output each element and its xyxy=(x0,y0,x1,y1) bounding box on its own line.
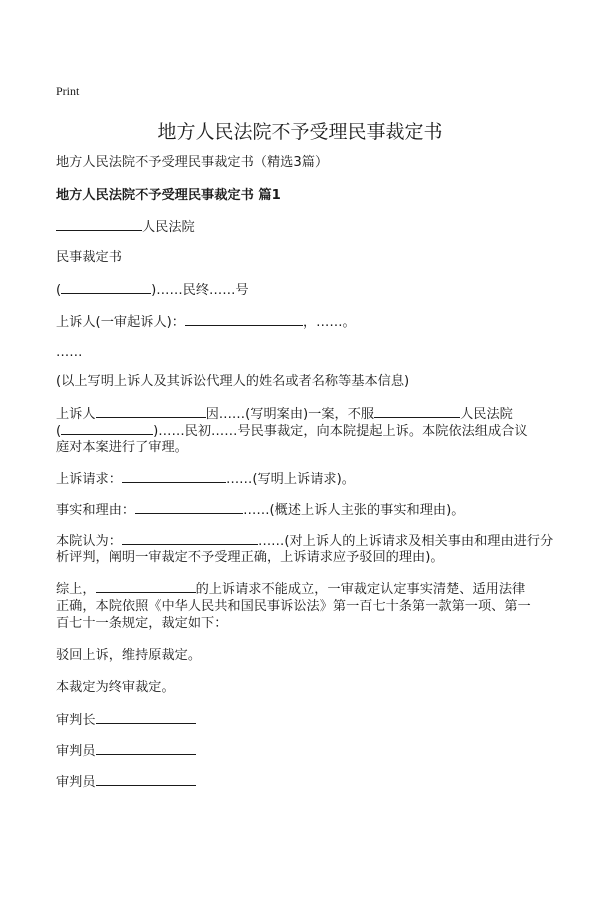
signature-blank xyxy=(96,771,196,786)
first-instance-year-blank xyxy=(61,420,153,435)
court-opinion-line2: 析评判，阐明一审裁定不予受理正确，上诉请求应予驳回的理由)。 xyxy=(56,550,444,565)
document-title: 地方人民法院不予受理民事裁定书 xyxy=(157,121,443,143)
opinion-blank xyxy=(122,530,258,545)
print-link[interactable]: Print xyxy=(56,84,80,98)
section-heading: 地方人民法院不予受理民事裁定书 篇1 xyxy=(56,188,281,203)
conclusion-line2: 正确，本院依照《中华人民共和国民事诉讼法》第一百七十条第一款第一项、第一 xyxy=(56,599,531,614)
conclusion-line3: 百七十一条规定，裁定如下： xyxy=(56,616,228,631)
subtitle: 地方人民法院不予受理民事裁定书（精选3篇） xyxy=(56,155,329,170)
court-line: 人民法院 xyxy=(56,216,546,239)
year-blank xyxy=(61,279,151,294)
verdict-line: 驳回上诉，维持原裁定。 xyxy=(56,648,202,663)
final-ruling-note: 本裁定为终审裁定。 xyxy=(56,680,175,695)
parties-note: (以上写明上诉人及其诉讼代理人的姓名或者名称等基本信息) xyxy=(56,374,410,389)
court-opinion-line1: 本院认为： ……(对上诉人的上诉请求及相关事由和理由进行分 xyxy=(56,530,546,553)
signature-judge: 审判员 xyxy=(56,740,546,763)
signature-blank xyxy=(96,740,196,755)
facts-reasons-line: 事实和理由： ……(概述上诉人主张的事实和理由)。 xyxy=(56,499,546,522)
ruling-label: 民事裁定书 xyxy=(56,250,122,265)
case-number-line: ( )……民终……号 xyxy=(56,279,546,302)
appellant-blank xyxy=(185,311,303,326)
appellant-name-blank xyxy=(96,403,206,418)
appeal-request-line: 上诉请求： ……(写明上诉请求)。 xyxy=(56,468,546,491)
signature-blank xyxy=(96,709,196,724)
appeal-paragraph-line1: 上诉人 因……(写明案由)一案，不服 人民法院 xyxy=(56,403,546,426)
facts-blank xyxy=(135,499,243,514)
appeal-paragraph-line3: 庭对本案进行了审理。 xyxy=(56,440,188,455)
first-instance-court-blank xyxy=(374,403,460,418)
ellipsis-line: …… xyxy=(56,345,83,360)
signature-judge: 审判员 xyxy=(56,771,546,794)
appellant-line: 上诉人(一审起诉人)： ，……。 xyxy=(56,311,546,334)
signature-chief-judge: 审判长 xyxy=(56,709,546,732)
court-name-blank xyxy=(56,216,142,231)
conclusion-line1: 综上， 的上诉请求不能成立，一审裁定认定事实清楚、适用法律 xyxy=(56,578,546,601)
request-blank xyxy=(122,468,226,483)
conclusion-blank xyxy=(96,578,196,593)
appeal-paragraph-line2: ( )……民初……号民事裁定，向本院提起上诉。本院依法组成合议 xyxy=(56,420,546,443)
